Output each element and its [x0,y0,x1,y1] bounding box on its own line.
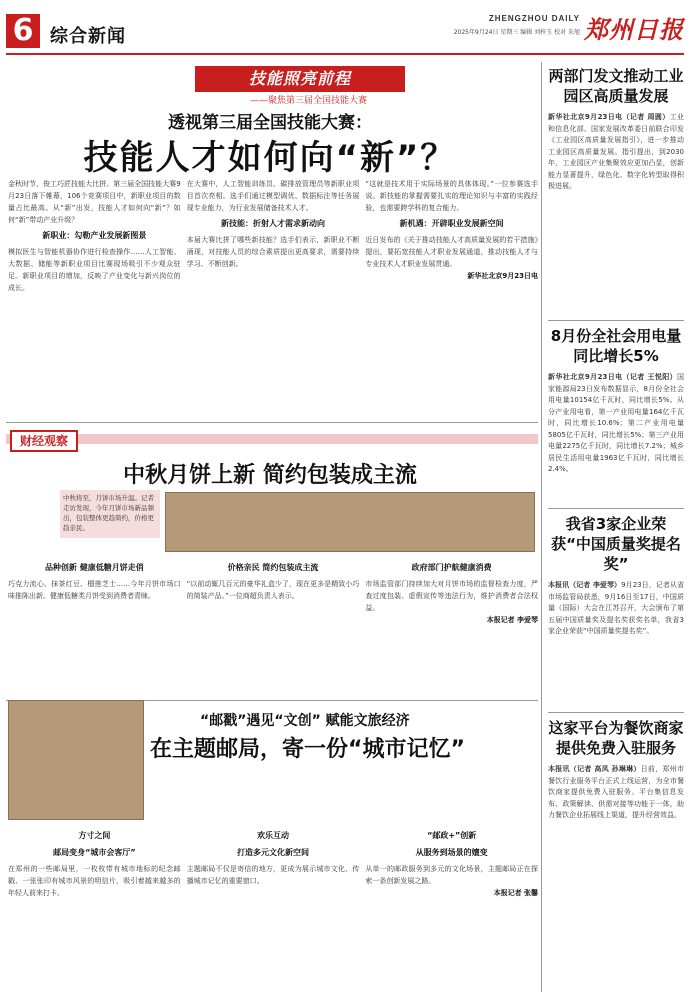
paragraph: 主题邮局不仅是寄信的地方，更成为展示城市文化、传播城市记忆的重要窗口。 [186,865,360,885]
paragraph: 模拟医生与智能机器协作进行检查操作……人工智能、大数据、储能等新职业项目比赛现场吸引不少观众驻足。新职业项目的增加，反映了产业变化与新兴岗位的成长。 [8,248,181,292]
top-story-body [8,178,538,414]
side-4-body [548,764,684,984]
side-4-title: 这家平台为餐饮商家提供免费入驻服务 [548,719,684,757]
paragraph: 金秋时节，俊工巧匠技能大比拼。第三届全国技能大赛9月23日落下帷幕，106个竞赛项目中，新职业项目的数量占比最高。从“新”出发，技能人才如何向“新”？如何“新”带动产业升级？ [8,180,181,224]
side-1-body [548,112,684,300]
paragraph: 巧克力流心、抹茶红豆、榴莲芝士……今年月饼市场口味推陈出新。健康低糖类月饼受到消费者青睐。 [8,580,181,600]
bottom-subhead-3: “邮政+”创新 [427,831,477,840]
page-header [0,0,690,58]
divider [548,508,684,509]
bottom-col-3 [365,826,538,992]
series-subtitle: ——聚焦第三届全国技能大赛 [250,96,368,106]
side-2-text: 国家能源局23日发布数据显示，8月份全社会用电量10154亿千瓦时，同比增长5%。从分产业用电看，第一产业用电量164亿千瓦时，同比增长10.6%；第二产业用电量5805亿千瓦时，同比增长5%；第三产业用电量2275亿千瓦时，同比增长7.2%；城乡居民生活用电量1963亿千瓦时，同比增长2.4%。 [548,373,684,473]
side-story-3 [548,514,684,704]
top-kicker: 透视第三届全国技能大赛： [168,113,372,133]
side-3-title: 我省3家企业荣获“中国质量奖提名奖” [551,515,681,573]
paragraph: 从单一的邮政服务到多元的文化场景，主题邮局正在探索一条创新发展之路。 [365,865,539,885]
divider [548,712,684,713]
finance-observe-tag: 财经观察 [10,430,78,452]
section-title: 综合新闻 [50,26,126,47]
bottom-subhead-3b: 从服务到场景的嬗变 [415,848,488,857]
side-story-1 [548,66,684,316]
top-subhead-2: 新技能：折射人才需求新动向 [221,219,325,228]
issue-line: 2025年9月24日 星期三 编辑 刘梓玉 校对 朱旭 [453,29,580,36]
paragraph: “这就是技术用于实际场景的具体体现。”一位参赛选手说。新技能的掌握需要扎实的理论知识与丰富的实践经验，也需要跨学科的复合能力。 [365,180,539,212]
top-col-3 [365,178,538,414]
page-number: 6 [6,14,40,48]
top-subhead-1: 新职业：勾勒产业发展新图景 [42,231,147,240]
top-col-2 [187,178,360,414]
side-story-4 [548,718,684,992]
top-byline: 新华社北京9月23日电 [467,272,539,280]
mid-col-3 [365,558,538,692]
mooncake-photo [165,492,535,552]
bottom-story-body [8,826,538,992]
side-story-2 [548,326,684,506]
side-1-text: 工业和信息化部、国家发展改革委日前联合印发《工业园区高质量发展指引》，进一步推动工业园区高质量发展。指引提出，到2030年，工业园区产业集聚效应更加凸显，创新能力显著提升，绿色化、数字化转型取得积极进展。 [548,113,684,190]
paragraph: 近日发布的《关于推动技能人才高质量发展的若干措施》提出，要拓宽技能人才职业发展通道，推动技能人才与专业技术人才职业发展贯通。 [365,236,539,268]
header-rule [6,53,684,55]
mid-headline: 中秋月饼上新 简约包装成主流 [123,463,417,488]
side-3-text: 9月23日，记者从省市场监管局获悉，9月16日至17日，中国质量（国际）大会在江苏召开，大会颁布了第五届中国质量奖及提名奖获奖名单，我省3家企业荣获“中国质量奖提名奖”。 [548,581,684,635]
side-4-dateline: 本报讯（记者 高凤 孙琳琳） [548,765,641,773]
side-2-title: 8月份全社会用电量同比增长5% [550,327,682,365]
paragraph: 本届大赛比拼了哪些新技能？选手们表示，新职业不断涌现，对技能人员的综合素质提出更高要求，需要持续学习、不断创新。 [186,236,360,268]
mid-lead-box: 中秋将至，月饼市场升温。记者走访发现，今年月饼市场新品频出，包装整体更趋简约，价格更趋亲民。 [60,490,160,538]
bottom-subhead-2b: 打造多元文化新空间 [237,848,309,857]
mid-subhead-2: 价格亲民 简约包装成主流 [227,563,319,572]
side-3-body [548,580,684,720]
mid-subhead-3: 政府部门护航健康消费 [411,563,492,572]
masthead-logo: 郑州日报 [584,15,684,44]
paragraph: 市场监管部门持续加大对月饼市场的监督检查力度，严查过度包装、虚假宣传等违法行为，维护消费者合法权益。 [365,580,539,612]
bottom-subhead-1b: 邮局变身“城市会客厅” [53,848,136,857]
finance-band [6,434,538,444]
bottom-byline: 本报记者 张馨 [493,889,539,897]
mid-col-1 [8,558,181,692]
paper-info [400,14,580,36]
paper-english-name: ZHENGZHOU DAILY [488,14,580,23]
bottom-headline: 在主题邮局，寄一份“城市记忆” [150,737,465,762]
side-4-text: 日前，郑州市餐饮行业服务平台正式上线运营，为全市餐饮商家提供免费入驻服务。平台集信息发布、政策解读、供需对接等功能于一体，助力餐饮企业拓展线上渠道，提升经营效益。 [548,765,684,819]
bottom-kicker: “邮戳”遇见“文创” 赋能文旅经济 [200,713,410,729]
side-2-body [548,372,684,502]
side-1-dateline: 新华社北京9月23日电（记者 周圆） [548,113,670,121]
bottom-col-1 [8,826,181,992]
bottom-col-2 [187,826,360,992]
bottom-subhead-1: 方寸之间 [78,831,111,840]
top-subhead-3: 新机遇：开辟职业发展新空间 [399,219,504,228]
divider [548,320,684,321]
bottom-subhead-2: 欢乐互动 [257,831,289,840]
series-ribbon: 技能照亮前程 [195,66,405,92]
mid-story-body [8,558,538,692]
post-office-photo [8,700,144,820]
top-col-1 [8,178,181,414]
side-1-title: 两部门发文推动工业园区高质量发展 [548,67,684,105]
side-3-dateline: 本报讯（记者 李爱琴） [548,581,622,589]
mid-byline: 本报记者 李爱琴 [486,616,539,624]
paragraph: “以前动辄几百元的豪华礼盒少了，现在更多是精致小巧的简装产品。”一位商超负责人表示。 [186,580,360,600]
mid-col-2 [187,558,360,692]
paragraph: 在郑州的一些邮局里，一枚枚带有城市地标的纪念邮戳、一张张印有城市风景的明信片，吸引着越来越多的年轻人前来打卡。 [8,865,181,897]
side-2-dateline: 新华社北京9月23日电（记者 王悦阳） [548,373,677,381]
column-divider [541,62,542,992]
paragraph: 在大赛中，人工智能训练员、碳排放管理员等新职业项目首次亮相。选手们通过模型调优、数据标注等任务展现专业能力，为行业发展储备技术人才。 [186,180,360,212]
top-headline: 技能人才如何向“新”？ [83,138,457,178]
mid-subhead-1: 品种创新 健康低糖月饼走俏 [44,563,144,572]
divider [6,422,538,423]
